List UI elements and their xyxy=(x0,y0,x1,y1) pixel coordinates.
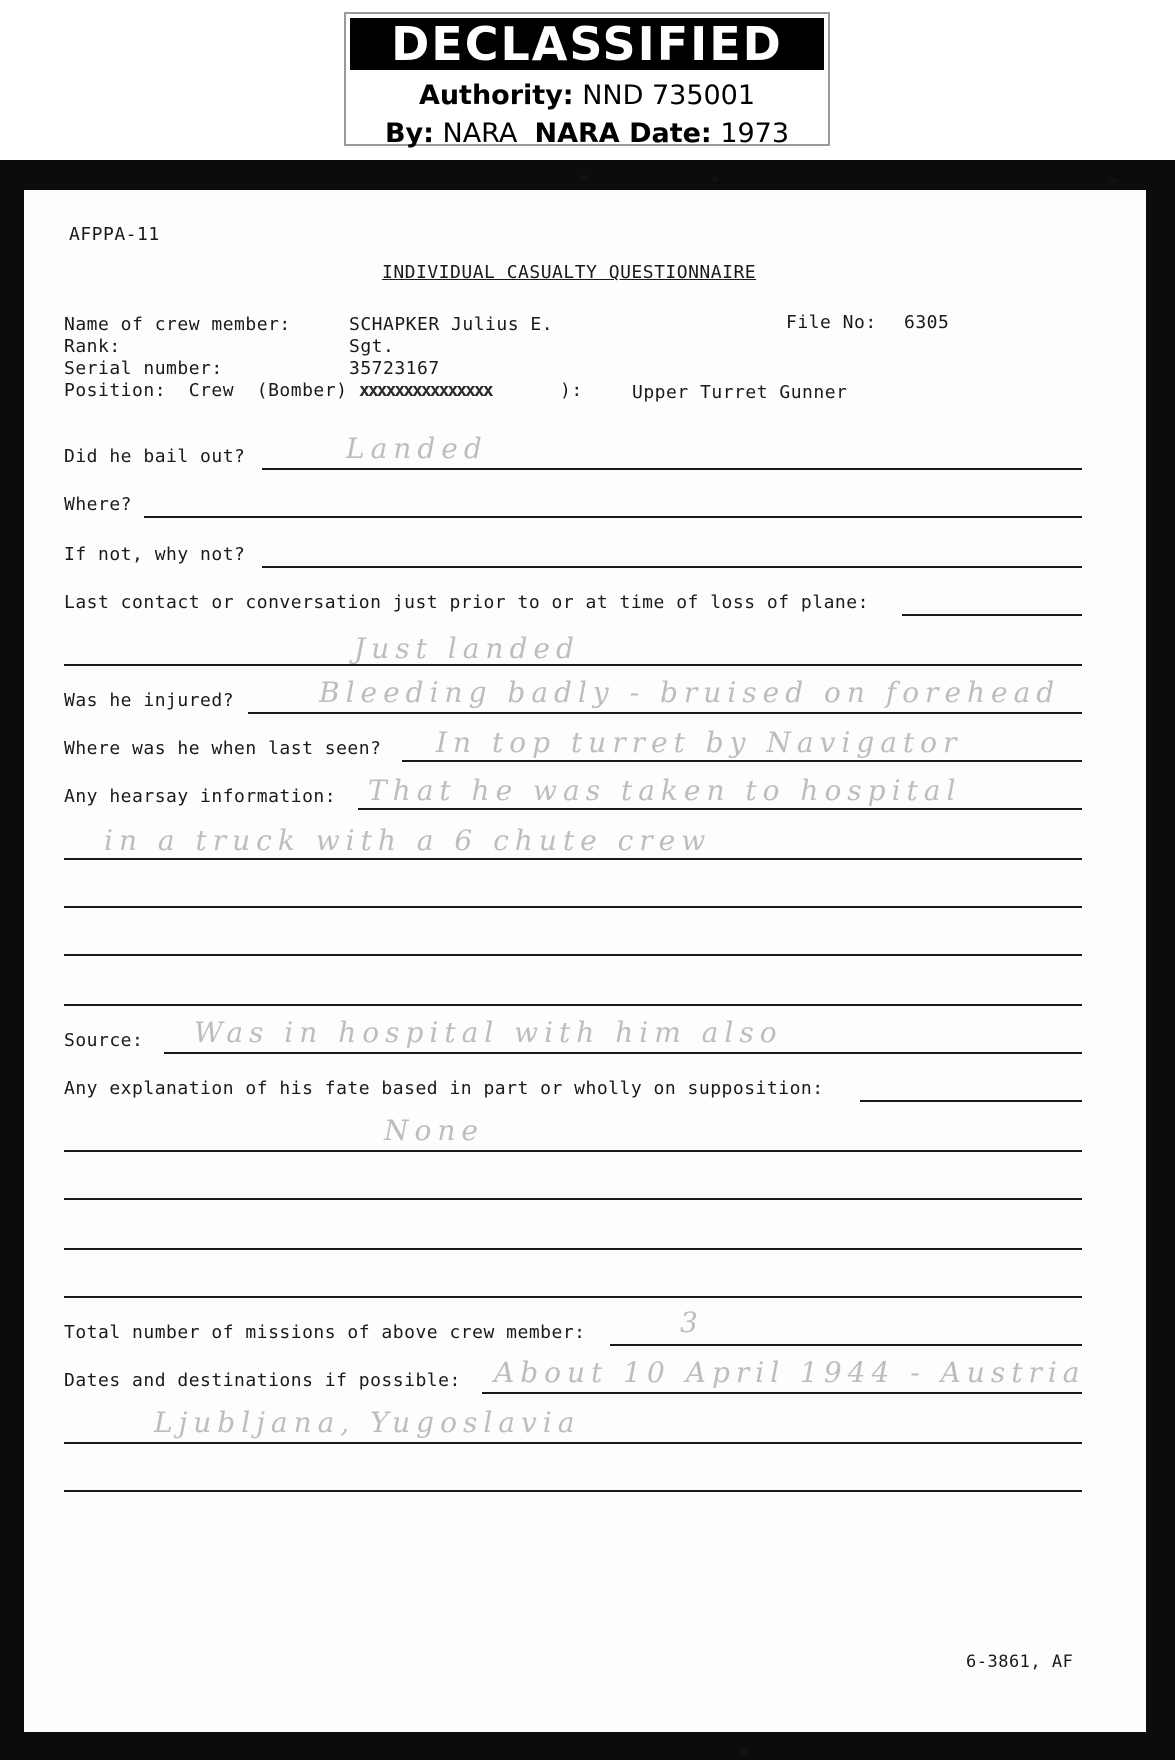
hearsay-answer-1: That he was taken to hospital xyxy=(368,774,962,807)
hearsay-line-4 xyxy=(64,954,1082,956)
hearsay-line-1 xyxy=(358,808,1082,810)
rank-label: Rank: xyxy=(64,336,121,357)
explanation-line-1 xyxy=(860,1100,1082,1102)
if-not-label: If not, why not? xyxy=(64,544,246,565)
dates-line-3 xyxy=(64,1490,1082,1492)
stamp-authority-line xyxy=(346,80,828,111)
last-seen-answer: In top turret by Navigator xyxy=(436,726,963,759)
bail-out-line xyxy=(262,468,1082,470)
last-contact-answer: Just landed xyxy=(354,632,580,665)
dates-line-2 xyxy=(64,1442,1082,1444)
explanation-label: Any explanation of his fate based in part or wholly on supposition: xyxy=(64,1078,824,1099)
if-not-line xyxy=(262,566,1082,568)
stamp-by-label: By: xyxy=(384,118,434,149)
last-contact-line-1 xyxy=(902,614,1082,616)
explanation-line-3 xyxy=(64,1198,1082,1200)
bail-out-label: Did he bail out? xyxy=(64,446,246,467)
last-seen-label: Where was he when last seen? xyxy=(64,738,382,759)
injured-label: Was he injured? xyxy=(64,690,235,711)
missions-label: Total number of missions of above crew member: xyxy=(64,1322,586,1343)
hearsay-label: Any hearsay information: xyxy=(64,786,337,807)
declassified-stamp xyxy=(344,12,830,149)
rank-value: Sgt. xyxy=(349,336,395,357)
dates-label: Dates and destinations if possible: xyxy=(64,1370,461,1391)
position-label: Position: Crew (Bomber) xyxy=(64,380,348,401)
serial-value: 35723167 xyxy=(349,358,440,379)
position-struck-text: xxxxxxxxxxxxxxx xyxy=(359,380,492,401)
form-title: INDIVIDUAL CASUALTY QUESTIONNAIRE xyxy=(382,262,757,283)
hearsay-line-5 xyxy=(64,1004,1082,1006)
form-id: AFPPA-11 xyxy=(69,224,160,245)
stamp-authority-value: NND 735001 xyxy=(582,80,756,111)
position-value: Upper Turret Gunner xyxy=(632,382,848,403)
where-label: Where? xyxy=(64,494,133,515)
source-label: Source: xyxy=(64,1030,144,1051)
injured-line xyxy=(248,712,1082,714)
last-contact-label: Last contact or conversation just prior to or at time of loss of plane: xyxy=(64,592,869,613)
stamp-authority-label: Authority: xyxy=(418,80,574,111)
dates-answer-2: Ljubljana, Yugoslavia xyxy=(154,1406,581,1439)
scanned-document xyxy=(0,160,1175,1760)
dates-line-1 xyxy=(482,1392,1082,1394)
last-seen-line xyxy=(402,760,1082,762)
questionnaire-form xyxy=(24,190,1146,1732)
explanation-line-4 xyxy=(64,1248,1082,1250)
hearsay-line-3 xyxy=(64,906,1082,908)
name-value: SCHAPKER Julius E. xyxy=(349,314,554,335)
source-answer: Was in hospital with him also xyxy=(194,1016,783,1049)
missions-line xyxy=(610,1344,1082,1346)
dates-answer-1: About 10 April 1944 - Austria xyxy=(494,1356,1086,1389)
explanation-line-5 xyxy=(64,1296,1082,1298)
stamp-title: DECLASSIFIED xyxy=(350,18,824,70)
stamp-date-label: NARA Date: xyxy=(534,118,712,149)
form-number: 6-3861, AF xyxy=(966,1652,1074,1672)
serial-label: Serial number: xyxy=(64,358,223,379)
stamp-by-value: NARA xyxy=(442,118,518,149)
where-line xyxy=(144,516,1082,518)
position-close: ): xyxy=(560,380,583,401)
file-label: File No: xyxy=(786,312,877,333)
name-label: Name of crew member: xyxy=(64,314,291,335)
hearsay-line-2 xyxy=(64,858,1082,860)
bail-out-answer: Landed xyxy=(346,432,488,465)
source-line xyxy=(164,1052,1082,1054)
missions-answer: 3 xyxy=(680,1306,704,1339)
stamp-date-value: 1973 xyxy=(720,118,790,149)
explanation-line-2 xyxy=(64,1150,1082,1152)
explanation-answer: None xyxy=(384,1114,484,1147)
stamp-by-line xyxy=(346,118,828,149)
injured-answer: Bleeding badly - bruised on forehead xyxy=(319,676,1061,709)
hearsay-answer-2: in a truck with a 6 chute crew xyxy=(104,824,712,857)
file-value: 6305 xyxy=(904,312,950,333)
